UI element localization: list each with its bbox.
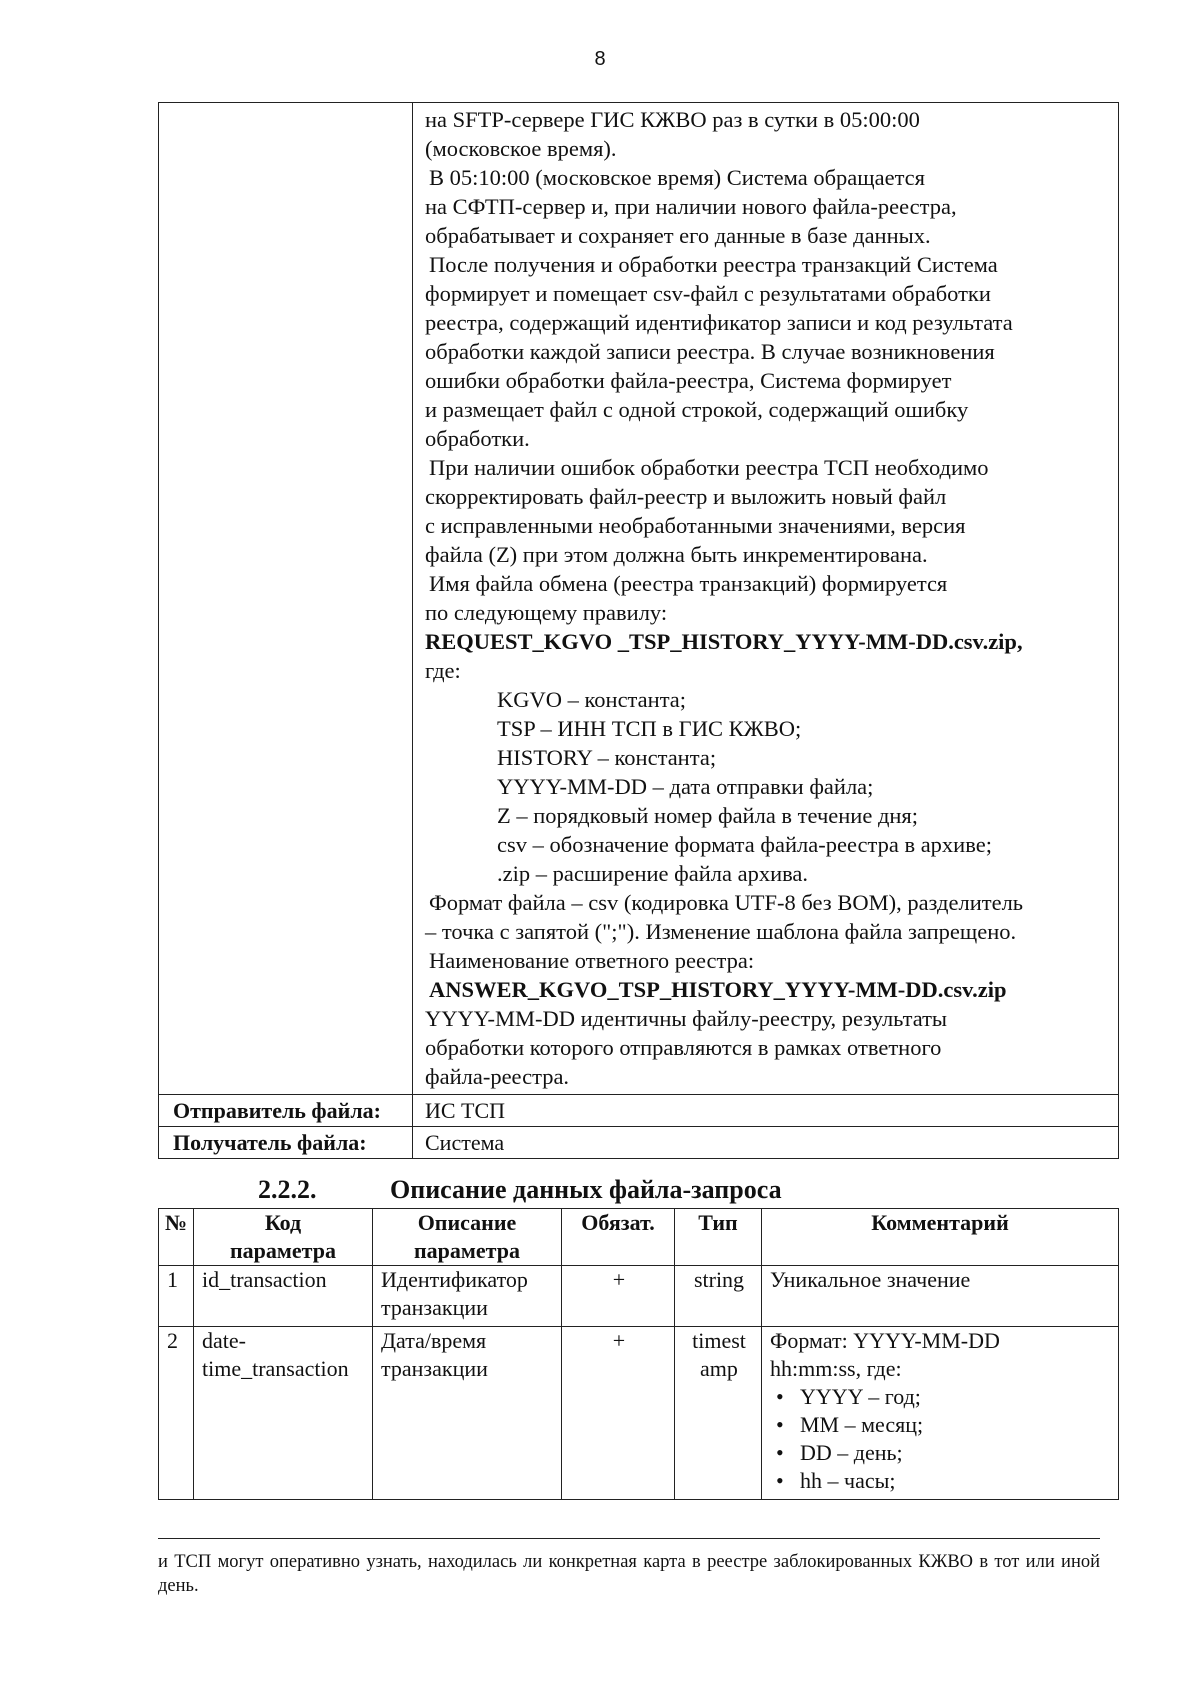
row-type-line: timest [692, 1328, 746, 1353]
paragraph-line: с исправленными необработанными значениями, версия [425, 513, 966, 538]
row-comment-line: hh:mm:ss, где: [770, 1356, 902, 1381]
row-description [373, 1327, 562, 1500]
page-number: 8 [594, 48, 606, 70]
format-bullet-list [770, 1383, 1112, 1495]
row-comment: Уникальное значение [762, 1266, 1119, 1327]
request-filename-rule: REQUEST_KGVO _TSP_HISTORY_YYYY-MM-DD.csv.zip, [425, 629, 1023, 654]
request-data-table [158, 1208, 1119, 1500]
answer-label: Наименование ответного реестра: [429, 948, 755, 973]
paragraph-line: При наличии ошибок обработки реестра ТСП необходимо [429, 455, 989, 480]
section-heading [258, 1175, 782, 1205]
paragraph-line: ошибки обработки файла-реестра, Система формирует [425, 368, 952, 393]
table-row [159, 1266, 1119, 1327]
list-item: • MM – месяц; [770, 1411, 1112, 1439]
row-code-line: time_transaction [202, 1356, 349, 1381]
header-description [373, 1209, 562, 1266]
row-comment-line: Формат: YYYY-MM-DD [770, 1328, 1000, 1353]
definition-item: csv – обозначение формата файла-реестра в архиве; [497, 832, 992, 857]
header-code [194, 1209, 373, 1266]
row-type: string [675, 1266, 762, 1327]
row-description-line: транзакции [381, 1295, 488, 1320]
paragraph-line: на СФТП-сервер и, при наличии нового файла-реестра, [425, 194, 957, 219]
row-type-line: amp [700, 1356, 738, 1381]
row-description-line: Идентификатор [381, 1267, 528, 1292]
paragraph-line: файла (Z) при этом должна быть инкрементирована. [425, 542, 928, 567]
where-label: где: [425, 658, 461, 683]
definition-item: KGVO – константа; [497, 687, 687, 712]
receiver-label: Получатель файла: [159, 1127, 413, 1159]
paragraph-line: После получения и обработки реестра транзакций Система [429, 252, 998, 277]
file-format-line: Формат файла – csv (кодировка UTF-8 без BOM), разделитель [429, 890, 1024, 915]
answer-description-line: обработки которого отправляются в рамках ответного [425, 1035, 942, 1060]
table-row [159, 1327, 1119, 1500]
list-item: • hh – часы; [770, 1467, 1112, 1495]
row-type [675, 1327, 762, 1500]
header-code-line: параметра [230, 1238, 336, 1263]
row-description-line: транзакции [381, 1356, 488, 1381]
header-description-line: Описание [417, 1210, 517, 1235]
header-code-line: Код [264, 1210, 302, 1235]
paragraph-line: формирует и помещает csv-файл с результатами обработки [425, 281, 991, 306]
row-code-line: date- [202, 1328, 246, 1353]
answer-description-line: файла-реестра. [425, 1064, 570, 1089]
row-num: 1 [159, 1266, 194, 1327]
sender-value: ИС ТСП [413, 1095, 1119, 1127]
paragraph-line: обработки каждой записи реестра. В случае возникновения [425, 339, 995, 364]
paragraph-line: скорректировать файл-реестр и выложить новый файл [425, 484, 947, 509]
row-code [194, 1327, 373, 1500]
footnote-separator [158, 1538, 1100, 1539]
paragraph-line: Имя файла обмена (реестра транзакций) формируется [429, 571, 948, 596]
header-num: № [159, 1209, 194, 1266]
file-format-line: – точка с запятой (";"). Изменение шаблона файла запрещено. [425, 919, 1017, 944]
empty-left-cell [159, 103, 413, 1095]
definition-item: HISTORY – константа; [497, 745, 717, 770]
definition-item: Z – порядковый номер файла в течение дня; [497, 803, 919, 828]
definition-item: TSP – ИНН ТСП в ГИС КЖВО; [497, 716, 802, 741]
sender-label: Отправитель файла: [159, 1095, 413, 1127]
row-num: 2 [159, 1327, 194, 1500]
receiver-value: Система [413, 1127, 1119, 1159]
header-required: Обязат. [562, 1209, 675, 1266]
exchange-description-cell [413, 103, 1119, 1095]
paragraph-line: обработки. [425, 426, 530, 451]
row-required: + [562, 1327, 675, 1500]
file-exchange-table [158, 102, 1119, 1159]
answer-description-line: YYYY-MM-DD идентичны файлу-реестру, результаты [425, 1006, 948, 1031]
row-description [373, 1266, 562, 1327]
table-header-row [159, 1209, 1119, 1266]
paragraph-line: по следующему правилу: [425, 600, 668, 625]
row-comment [762, 1327, 1119, 1500]
answer-filename: ANSWER_KGVO_TSP_HISTORY_YYYY-MM-DD.csv.zip [429, 977, 1007, 1002]
row-description-line: Дата/время [381, 1328, 487, 1353]
paragraph-line: на SFTP-сервере ГИС КЖВО раз в сутки в 05:00:00 [425, 107, 920, 132]
header-type: Тип [675, 1209, 762, 1266]
list-item: • YYYY – год; [770, 1383, 1112, 1411]
header-description-line: параметра [414, 1238, 520, 1263]
footnote: и ТСП могут оперативно узнать, находилась ли конкретная карта в реестре заблокированных КЖВО в тот или иной день. [158, 1552, 1100, 1596]
header-comment: Комментарий [762, 1209, 1119, 1266]
row-required: + [562, 1266, 675, 1327]
row-code: id_transaction [194, 1266, 373, 1327]
section-title: Описание данных файла-запроса [390, 1175, 782, 1204]
section-number: 2.2.2. [258, 1175, 317, 1204]
list-item: • DD – день; [770, 1439, 1112, 1467]
definition-item: .zip – расширение файла архива. [497, 861, 809, 886]
paragraph-line: В 05:10:00 (московское время) Система обращается [429, 165, 926, 190]
paragraph-line: (московское время). [425, 136, 617, 161]
definition-item: YYYY-MM-DD – дата отправки файла; [497, 774, 874, 799]
paragraph-line: обрабатывает и сохраняет его данные в базе данных. [425, 223, 931, 248]
paragraph-line: и размещает файл с одной строкой, содержащий ошибку [425, 397, 969, 422]
paragraph-line: реестра, содержащий идентификатор записи и код результата [425, 310, 1013, 335]
